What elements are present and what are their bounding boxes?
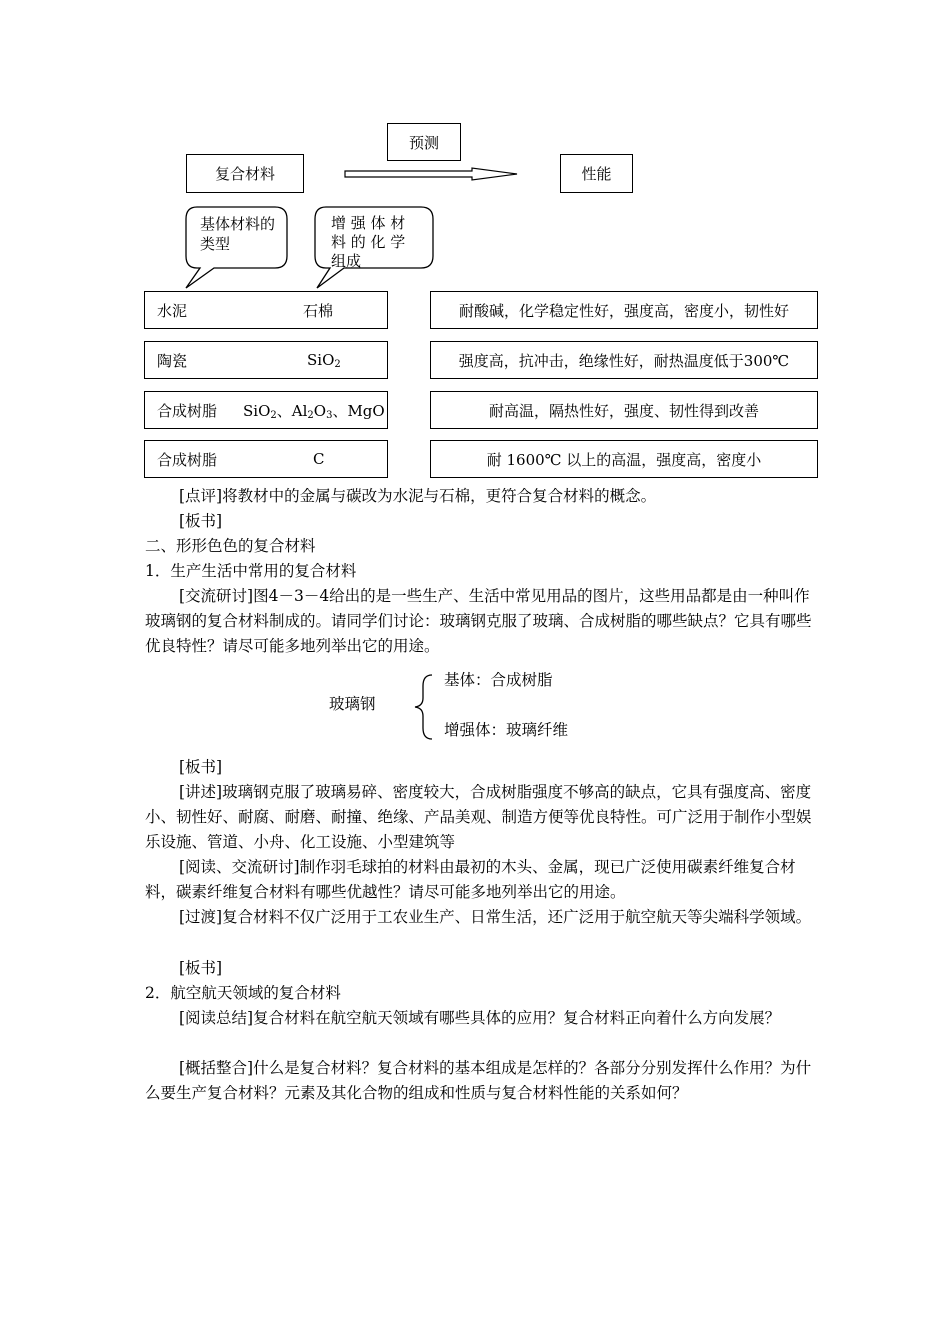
board-2: [板书] (179, 758, 223, 776)
matrix-3: 合成树脂 (157, 401, 218, 420)
subsection-2-heading: 2．航空航天领域的复合材料 (145, 984, 341, 1002)
predict-label: 预测 (408, 133, 439, 152)
property-row-2 (430, 341, 818, 379)
composite-label: 复合材料 (214, 165, 275, 183)
summary: [概括整合]什么是复合材料？复合材料的基本组成是怎样的？各部分分别发挥什么作用？为什么要生产复合材料？元素及其化合物的组成和性质与复合材料性能的关系如何？ (145, 1059, 812, 1102)
reinforce-1: 石棉 (303, 301, 334, 320)
performance-label: 性能 (581, 165, 612, 183)
bubble-right-line3: 组成 (331, 252, 362, 270)
brace-icon (410, 672, 440, 742)
board-1: [板书] (179, 512, 223, 530)
reinforce-2-sub: 2 (334, 358, 341, 370)
property-2: 强度高，抗冲击，绝缘性好，耐热温度低于300℃ (458, 351, 790, 370)
reinforce-3a: SiO (243, 401, 271, 420)
reinforce-3c: O (313, 401, 327, 420)
material-row-3 (144, 391, 388, 429)
material-row-4 (144, 440, 388, 478)
glass-steel-label: 玻璃钢 (329, 695, 376, 713)
matrix-4: 合成树脂 (157, 450, 218, 469)
reinforce-3b: 、Al (276, 401, 308, 420)
reinforce-3d: 、MgO (332, 401, 385, 420)
reinforce-2 (239, 351, 387, 370)
bubble-right-line2: 料 的 化 学 (331, 233, 406, 251)
predict-arrow (345, 168, 517, 180)
bubble-left-text: 基体材料的类型 (200, 215, 276, 253)
reinforce-3c-sub: 3 (326, 409, 333, 421)
property-row-3 (430, 391, 818, 429)
matrix-2: 陶瓷 (157, 351, 188, 370)
transition: [过渡]复合材料不仅广泛用于工农业生产、日常生活，还广泛用于航空航天等尖端科学领域。 (179, 908, 812, 926)
read-summary: [阅读总结]复合材料在航空航天领域有哪些具体的应用？复合材料正向着什么方向发展？ (179, 1009, 781, 1027)
property-1: 耐酸碱，化学稳定性好，强度高，密度小，韧性好 (458, 301, 789, 320)
reinforce-3b-sub: 2 (307, 409, 314, 421)
reinforce-label: 增强体：玻璃纤维 (444, 721, 569, 739)
property-4: 耐 1600℃ 以上的高温，强度高，密度小 (486, 450, 762, 469)
lecture: [讲述]玻璃钢克服了玻璃易碎、密度较大，合成树脂强度不够高的缺点，它具有强度高、密度小、韧性好、耐腐、耐磨、耐撞、绝缘、产品美观、制造方便等优良特性。可广泛用于制作小型娱乐设施、管道、小舟、化工设施、小型建筑等 (145, 783, 812, 851)
reinforce-4: C (313, 450, 325, 468)
property-3: 耐高温，隔热性好，强度、韧性得到改善 (488, 401, 759, 420)
property-row-4 (430, 440, 818, 478)
section-2-heading: 二、形形色色的复合材料 (145, 537, 316, 555)
reinforce-3a-sub: 2 (270, 409, 277, 421)
matrix-1: 水泥 (157, 301, 188, 320)
reinforce-2-main: SiO (307, 350, 335, 369)
discussion-1: [交流研讨]图4－3－4给出的是一些生产、生活中常见用品的图片，这些用品都是由一种叫作玻璃钢的复合材料制成的。请同学们讨论：玻璃钢克服了玻璃、合成树脂的哪些缺点？它具有哪些优良特性？请尽可能多地列举出它的用途。 (145, 587, 812, 655)
diagram-arrows (0, 0, 950, 300)
board-3: [板书] (179, 959, 223, 977)
property-row-1 (430, 291, 818, 329)
subsection-1-heading: 1．生产生活中常用的复合材料 (145, 562, 357, 580)
comment: [点评]将教材中的金属与碳改为水泥与石棉，更符合复合材料的概念。 (179, 487, 657, 505)
bubble-right-text (331, 214, 423, 271)
reinforce-3 (243, 400, 387, 421)
read-discuss: [阅读、交流研讨]制作羽毛球拍的材料由最初的木头、金属，现已广泛使用碳素纤维复合材料，碳素纤维复合材料有哪些优越性？请尽可能多地列举出它的用途。 (145, 858, 796, 901)
matrix-label: 基体：合成树脂 (444, 671, 553, 689)
material-row-1 (144, 291, 388, 329)
bubble-right-line1: 增 强 体 材 (331, 214, 406, 232)
material-row-2 (144, 341, 388, 379)
